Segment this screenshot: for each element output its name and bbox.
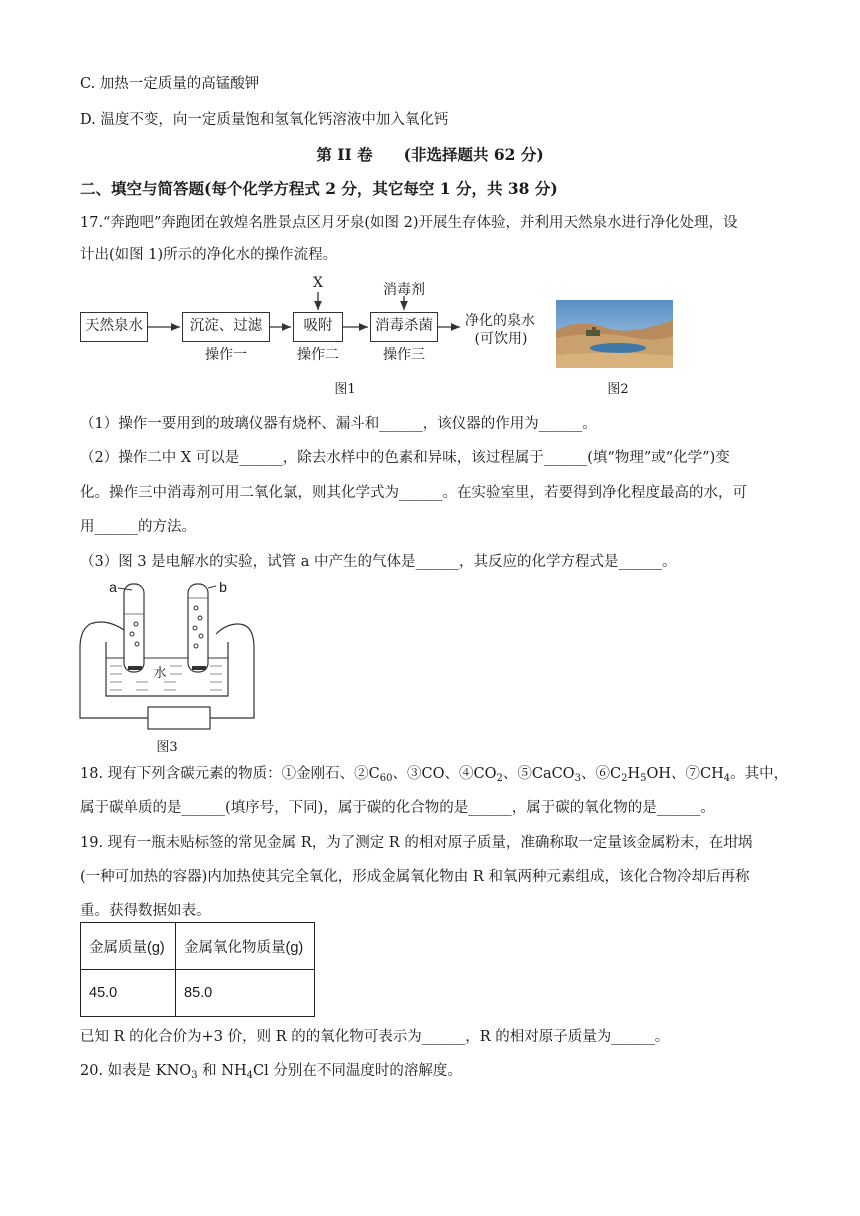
- flow-box-disinfect: 消毒杀菌: [370, 312, 438, 342]
- table-cell-metal-mass: 45.0: [81, 970, 176, 1017]
- q19-after: 已知 R 的化合价为+3 价，则 R 的的氧化物可表示为______，R 的相对原子质量为______。: [80, 1029, 670, 1045]
- q17-part3: （3）图 3 是电解水的实验，试管 a 中产生的气体是______，其反应的化学方程式是______。: [80, 554, 677, 570]
- power-supply: [148, 707, 210, 729]
- test-tube-b: [188, 584, 208, 672]
- flow-disinfectant-label: 消毒剂: [383, 282, 425, 298]
- q19-line2: (一种可加热的容器)内加热使其完全氧化，形成金属氧化物由 R 和氧两种元素组成，该化合物冷却后再称: [80, 869, 750, 885]
- figure-3-caption: 图3: [156, 740, 178, 755]
- flow-output-sub-label: (可饮用): [474, 331, 528, 347]
- label-tube-a: a: [109, 579, 117, 595]
- q17-part2-line2: 化。操作三中消毒剂可用二氧化氯，则其化学式为______。在实验室里，若要得到净化程度最高的水，可: [80, 485, 747, 501]
- figure-3-electrolysis-apparatus: [76, 578, 276, 748]
- option-c: C. 加热一定质量的高锰酸钾: [80, 76, 260, 92]
- label-water: 水: [150, 662, 170, 681]
- volume-title: 第 II 卷 (非选择题共 62 分): [316, 145, 544, 164]
- flow-box-settle-filter: 沉淀、过滤: [182, 312, 270, 342]
- q17-part2-line1: （2）操作二中 X 可以是______，除去水样中的色素和异味，该过程属于______(填“物理”或“化学”)变: [80, 450, 730, 466]
- flow-op2-label: 操作二: [297, 347, 339, 363]
- flow-op3-label: 操作三: [383, 347, 425, 363]
- flow-x-label: X: [313, 275, 323, 291]
- table-cell-oxide-mass: 85.0: [176, 970, 315, 1017]
- figure-2-caption: 图2: [607, 382, 629, 397]
- option-d: D. 温度不变，向一定质量饱和氢氧化钙溶液中加入氧化钙: [80, 112, 449, 128]
- wire-right: [210, 624, 254, 718]
- flow-op1-label: 操作一: [205, 347, 247, 363]
- q17-line2: 计出(如图 1)所示的净化水的操作流程。: [80, 247, 338, 263]
- electrode-a: [128, 666, 142, 670]
- q18-line2: 属于碳单质的是______(填序号，下同)，属于碳的化合物的是______，属于碳的氧化物的是______。: [80, 800, 715, 816]
- q17-line1: 17.“奔跑吧”奔跑团在敦煌名胜景点区月牙泉(如图 2)开展生存体验，并利用天然泉水进行净化处理，设: [80, 215, 738, 231]
- table-header-oxide-mass: 金属氧化物质量(g): [176, 923, 315, 970]
- q19-line1: 19. 现有一瓶未贴标签的常见金属 R，为了测定 R 的相对原子质量，准确称取一定量该金属粉末，在坩埚: [80, 835, 753, 851]
- flow-box-adsorb: 吸附: [293, 312, 343, 342]
- figure-2-crescent-spring-photo: [556, 300, 673, 368]
- electrode-b: [192, 666, 206, 670]
- table-row: [81, 970, 315, 1017]
- q18-line1: 18. 现有下列含碳元素的物质：①金刚石、$②C_{60}$、③CO、$④CO_2$、⑤CaCO$_3$、$⑥C_2H_5OH$、$⑦CH_4$。其中，: [80, 766, 789, 784]
- q17-part2-line3: 用______的方法。: [80, 519, 196, 535]
- figure-1-caption: 图1: [334, 382, 356, 397]
- q20-line1: 20. 如表是 $KNO_3$ 和 $NH_4Cl$ 分别在不同温度时的溶解度。: [80, 1063, 462, 1081]
- flow-box-natural-water: 天然泉水: [80, 312, 148, 342]
- section-title: 二、填空与简答题(每个化学方程式 2 分，其它每空 1 分，共 38 分): [80, 179, 558, 198]
- test-tube-a: [124, 584, 144, 672]
- table-row: [81, 923, 315, 970]
- flow-output-label: 净化的泉水: [465, 313, 535, 329]
- q19-line3: 重。获得数据如表。: [80, 903, 211, 919]
- q17-part1: （1）操作一要用到的玻璃仪器有烧杯、漏斗和______，该仪器的作用为______。: [80, 416, 597, 432]
- table-header-metal-mass: 金属质量(g): [81, 923, 176, 970]
- label-tube-b: b: [219, 579, 227, 595]
- q19-data-table: [80, 922, 315, 1017]
